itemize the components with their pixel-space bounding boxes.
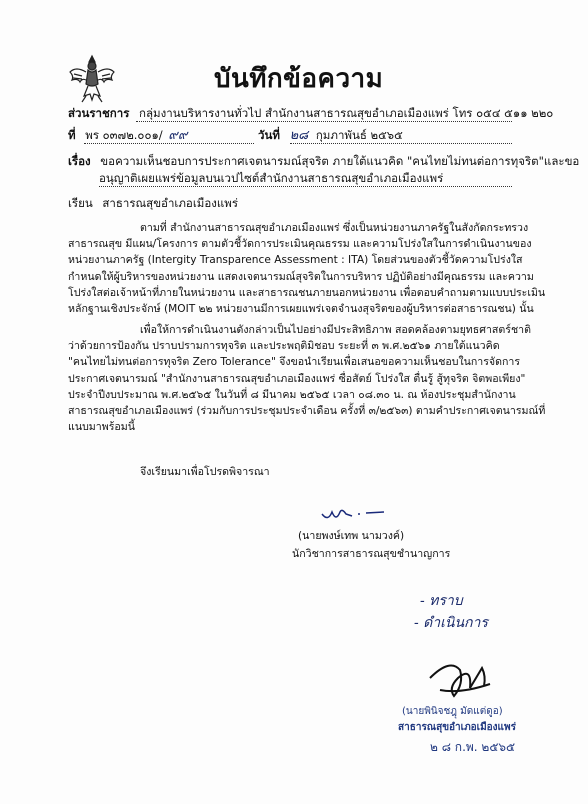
date-label: วันที่: [258, 128, 280, 142]
paragraph-1: [68, 220, 545, 317]
paragraph-line: สาธารณสุข มีแผน/โครงการ ตามตัวชี้วัดการประเมินคุณธรรม และความโปร่งใสในการดำเนินงานของ: [68, 238, 532, 251]
approver-stamp-name: (นายพินิจชฎุ มัดแต่ดูอ): [402, 706, 503, 717]
subject-line-1: ขอความเห็นชอบการประกาศเจตนารมณ์สุจริต ภายใต้แนวคิด "คนไทยไม่ทนต่อการทุจริต"และขอ: [100, 154, 580, 168]
paragraph-line: แนบมาพร้อมนี้: [68, 421, 135, 434]
date-day-handwritten: ๒๘: [289, 128, 309, 143]
paragraph-line: โปร่งใสต่อเจ้าหน้าที่ภายในหน่วยงาน และสาธารณชนภายนอกหน่วยงาน เพื่อตอบคำถามตามแบบประเมิน: [68, 286, 546, 299]
approver-stamp-date: ๒ ๘ ก.พ. ๒๕๖๕: [430, 740, 516, 754]
signer-position: นักวิชาการสาธารณสุขชำนาญการ: [292, 548, 451, 560]
signature-mark: [318, 500, 388, 528]
approver-signature-mark: [420, 648, 500, 704]
paragraph-line: ตามที่ สำนักงานสาธารณสุขอำเภอเมืองแพร่ ซึ่งเป็นหน่วยงานภาครัฐในสังกัดกระทรวง: [140, 222, 529, 234]
memo-title: บันทึกข้อความ: [214, 64, 384, 94]
paragraph-line: สาธารณสุขอำเภอเมืองแพร่ (ร่วมกับการประชุมประจำเดือน ครั้งที่ ๓/๒๕๖๓) ตามคำประกาศเจตนารมณ์ที่: [68, 405, 546, 418]
ref-value: พร ๐๓๗๒.๐๐๑/: [85, 128, 163, 142]
department-label: ส่วนราชการ: [68, 106, 130, 120]
paragraph-line: หน่วยงานภาครัฐ (Intergity Transparence Assessment : ITA) โดยส่วนของตัวชี้วัดความโปร่งใส: [68, 254, 523, 267]
to-label: เรียน: [68, 196, 93, 210]
paragraph-line: ประจำปีงบประมาณ พ.ศ.๒๕๖๕ ในวันที่ ๘ มีนาคม ๒๕๖๕ เวลา ๐๘.๓๐ น. ณ ห้องประชุมสำนักงาน: [68, 388, 516, 401]
approver-stamp-title: สาธารณสุขอำเภอเมืองแพร่: [398, 722, 516, 733]
to-value: สาธารณสุขอำเภอเมืองแพร่: [102, 196, 239, 210]
approval-note-proceed: - ดำเนินการ: [414, 615, 488, 631]
paragraph-line: เพื่อให้การดำเนินงานดังกล่าวเป็นไปอย่างมีประสิทธิภาพ สอดคล้องตามยุทธศาสตร์ชาติ: [140, 324, 531, 336]
paragraph-line: หลักฐานเชิงประจักษ์ (MOIT ๒๒ หน่วยงานมีการเผยแพร่เจตจำนงสุจริตของผู้บริหารต่อสาธารณชน) นั้น: [68, 303, 534, 316]
paragraph-line: กำหนดให้ผู้บริหารของหน่วยงาน แสดงเจตนารมณ์สุจริตในการบริหาร ปฏิบัติอย่างมีคุณธรรม และความ: [68, 270, 534, 283]
paragraph-line: ว่าด้วยการป้องกัน ปราบปรามการทุจริต และประพฤติมิชอบ ระยะที่ ๓ พ.ศ.๒๕๖๑ ภายใต้แนวคิด: [68, 340, 500, 353]
paragraph-2: [68, 322, 545, 435]
garuda-emblem-icon: [68, 52, 116, 104]
subject-label: เรื่อง: [68, 154, 91, 168]
paragraph-line: ประกาศเจตนารมณ์ "สำนักงานสาธารณสุขอำเภอเมืองแพร่ ซื่อสัตย์ โปร่งใส ตื่นรู้ สู้ทุจริต จิตพอเพียง": [68, 372, 526, 385]
approval-note-acknowledged: - ทราบ: [420, 593, 463, 609]
date-value: กุมภาพันธ์ ๒๕๖๕: [315, 128, 403, 142]
paragraph-line: "คนไทยไม่ทนต่อการทุจริต Zero Tolerance" จึงขอนำเรียนเพื่อเสนอขอความเห็นชอบในการจัดการ: [68, 356, 521, 369]
closing-line: จึงเรียนมาเพื่อโปรดพิจารณา: [140, 466, 270, 478]
subject-line-2: อนุญาติเผยแพร่ข้อมูลบนเวปไซต์สำนักงานสาธารณสุขอำเภอเมืองแพร่: [99, 171, 444, 185]
ref-handwritten-number: ๙๙: [168, 128, 188, 143]
department-value: กลุ่มงานบริหารงานทั่วไป สำนักงานสาธารณสุขอำเภอเมืองแพร่ โทร ๐๕๔ ๕๑๑ ๒๒๐: [139, 106, 554, 120]
ref-label: ที่: [68, 128, 76, 142]
signer-name: (นายพงษ์เทพ นามวงค์): [298, 530, 405, 542]
